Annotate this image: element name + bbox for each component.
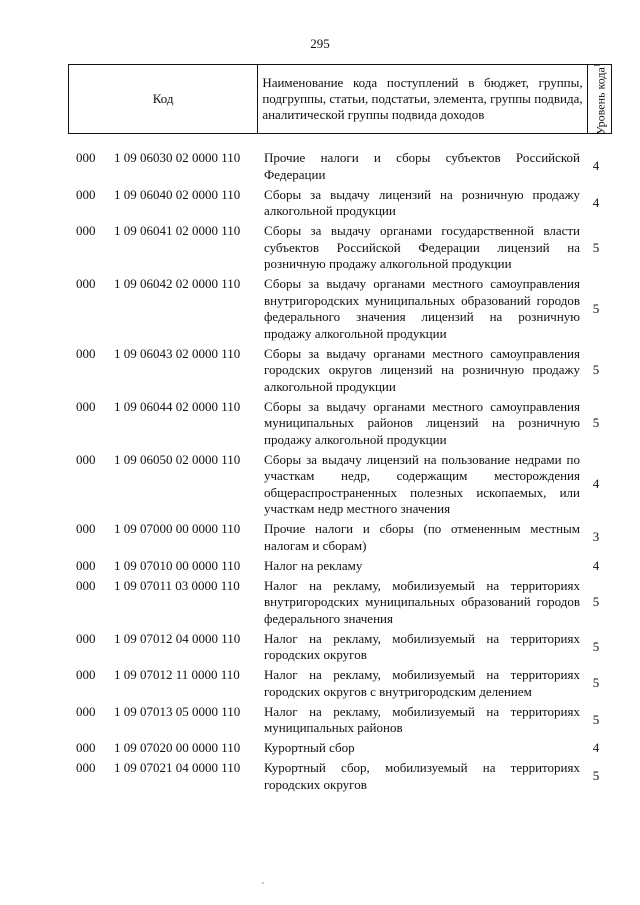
revenue-name: Сборы за выдачу лицензий на розничную продажу алкогольной продукции	[264, 186, 580, 218]
table-row	[76, 187, 612, 220]
revenue-code: 1 09 06030 02 0000 110	[114, 150, 241, 165]
admin-code: 000	[76, 667, 96, 682]
table-row	[76, 740, 612, 757]
revenue-code: 1 09 06050 02 0000 110	[114, 451, 241, 467]
revenue-code: 1 09 07010 00 0000 110	[114, 557, 241, 573]
code-level: 5	[592, 638, 600, 654]
table-row	[76, 346, 612, 396]
code-level: 3	[592, 529, 600, 545]
revenue-name: Сборы за выдачу органами государственной власти субъектов Российской Федерации лицензий на розничную продажу алкогольной продукции	[264, 223, 580, 271]
table-row	[76, 452, 612, 518]
admin-code: 000	[76, 276, 96, 291]
revenue-name: Налог на рекламу, мобилизуемый на территориях городских округов	[264, 630, 580, 662]
revenue-name: Сборы за выдачу органами местного самоуправления городских округов лицензий на розничную продажу алкогольной продукции	[264, 345, 580, 394]
table-row	[76, 521, 612, 554]
revenue-code: 1 09 06044 02 0000 110	[114, 398, 241, 414]
code-level: 5	[592, 675, 600, 691]
table-row	[76, 760, 612, 793]
code-level: 5	[592, 415, 600, 430]
revenue-code: 1 09 06041 02 0000 110	[114, 223, 241, 238]
revenue-name: Курортный сбор	[264, 740, 355, 755]
header-code: Код	[69, 65, 258, 134]
revenue-code: 1 09 07012 11 0000 110	[114, 667, 240, 682]
revenue-name: Прочие налоги и сборы субъектов Российской Федерации	[264, 150, 580, 182]
table-row	[76, 704, 612, 737]
code-level: 4	[592, 476, 600, 492]
revenue-code: 1 09 07011 03 0000 110	[114, 577, 240, 593]
code-level: 5	[592, 768, 600, 784]
admin-code: 000	[76, 760, 96, 775]
revenue-name: Налог на рекламу, мобилизуемый на территориях муниципальных районов	[264, 703, 580, 735]
revenue-code: 1 09 07000 00 0000 110	[114, 521, 241, 536]
table-header	[68, 64, 612, 134]
header-level-footnote: 1	[592, 63, 602, 68]
code-level: 4	[592, 158, 600, 174]
table-row	[76, 558, 612, 575]
table-row	[76, 150, 612, 183]
admin-code: 000	[76, 345, 96, 361]
revenue-code: 1 09 07021 04 0000 110	[114, 760, 241, 775]
admin-code: 000	[76, 451, 96, 467]
revenue-code: 1 09 06043 02 0000 110	[114, 345, 241, 361]
admin-code: 000	[76, 150, 96, 165]
admin-code: 000	[76, 630, 96, 646]
admin-code: 000	[76, 577, 96, 593]
table-row	[76, 667, 612, 700]
revenue-name: Курортный сбор, мобилизуемый на территориях городских округов	[264, 760, 580, 792]
admin-code: 000	[76, 398, 96, 414]
table-row	[76, 223, 612, 273]
admin-code: 000	[76, 557, 96, 573]
admin-code: 000	[76, 223, 96, 238]
code-list	[76, 150, 612, 797]
code-level: 4	[592, 194, 600, 210]
code-level: 5	[592, 594, 600, 609]
header-level	[587, 65, 611, 134]
revenue-name: Прочие налоги и сборы (по отмененным местным налогам и сборам)	[264, 521, 580, 553]
revenue-code: 1 09 07012 04 0000 110	[114, 630, 241, 646]
revenue-code: 1 09 06040 02 0000 110	[114, 186, 241, 202]
revenue-name: Сборы за выдачу лицензий на пользование недрами по участкам недр, содержащим месторождения общераспространенных полезных ископаемых, или участкам недр местного значения	[264, 451, 580, 516]
code-level: 5	[592, 239, 600, 255]
table-row	[76, 578, 612, 628]
table-row	[76, 276, 612, 342]
header-name: Наименование кода поступлений в бюджет, группы, подгруппы, статьи, подстатьи, элемента, группы подвида, аналитической группы подвида доходов	[258, 65, 587, 134]
admin-code: 000	[76, 186, 96, 202]
revenue-name: Налог на рекламу	[264, 557, 363, 573]
revenue-code: 1 09 06042 02 0000 110	[114, 276, 241, 291]
admin-code: 000	[76, 740, 96, 755]
revenue-name: Налог на рекламу, мобилизуемый на территориях внутригородских муниципальных образований городов федерального значения	[264, 577, 580, 626]
code-level: 4	[592, 557, 600, 573]
code-level: 4	[592, 740, 600, 755]
admin-code: 000	[76, 703, 96, 719]
revenue-name: Сборы за выдачу органами местного самоуправления внутригородских муниципальных образований городов федерального значения лицензий на розничную продажу алкогольной продукции	[264, 276, 580, 341]
admin-code: 000	[76, 521, 96, 536]
table-row	[76, 631, 612, 664]
code-level: 5	[592, 300, 600, 316]
page-number: 295	[310, 36, 330, 51]
header-level-label: Уровень кода	[593, 67, 608, 135]
revenue-code: 1 09 07013 05 0000 110	[114, 703, 241, 719]
revenue-name: Сборы за выдачу органами местного самоуправления муниципальных районов лицензий на розничную продажу алкогольной продукции	[264, 398, 580, 447]
scan-mark: ,	[262, 876, 264, 885]
revenue-name: Налог на рекламу, мобилизуемый на территориях городских округов с внутригородским делением	[264, 667, 580, 699]
revenue-code: 1 09 07020 00 0000 110	[114, 740, 241, 755]
code-level: 5	[592, 711, 600, 727]
code-level: 5	[592, 362, 600, 377]
table-row	[76, 399, 612, 449]
